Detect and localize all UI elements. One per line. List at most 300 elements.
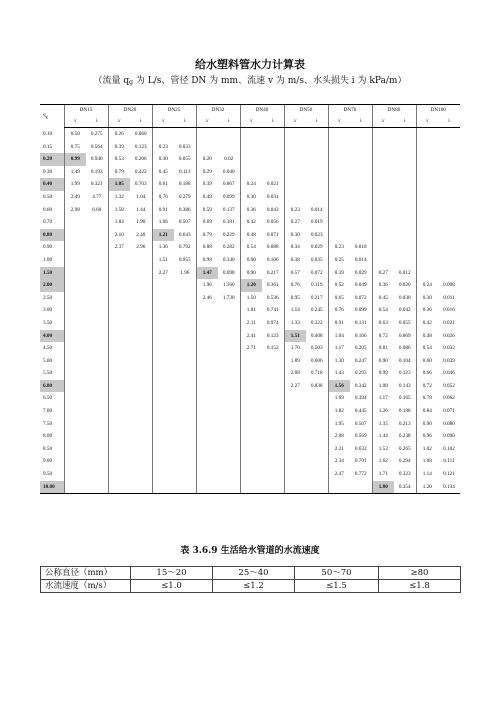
velocity-cell — [284, 166, 306, 179]
headloss-cell: 0.016 — [443, 307, 455, 314]
velocity-cell: 1.17 — [372, 392, 394, 405]
velocity-cell — [108, 380, 130, 393]
pipe-size-header: DN32 — [196, 105, 240, 117]
velocity-cell: 0.24 — [240, 178, 262, 191]
velocity-cell: 2.10 — [108, 229, 130, 242]
headloss-cell — [174, 481, 196, 494]
velocity-cell: 0.75 — [64, 141, 86, 154]
velocity-cell: 1.80 — [372, 481, 394, 494]
velocity-cell — [372, 141, 394, 154]
velocity-cell: 0.50 — [64, 128, 86, 141]
velocity-cell — [64, 355, 86, 368]
velocity-value-cell: ≤1.2 — [213, 580, 295, 593]
velocity-cell: 0.49 — [196, 191, 218, 204]
velocity-cell: 0.79 — [196, 229, 218, 242]
velocity-cell — [152, 380, 174, 393]
headloss-cell: 0.067 — [222, 181, 235, 188]
headloss-cell — [306, 430, 328, 443]
velocity-cell — [196, 380, 218, 393]
headloss-cell: 0.011 — [443, 294, 455, 301]
headloss-cell: 0.536 — [266, 294, 279, 301]
flow-rate-cell: 4.00 — [40, 330, 64, 343]
headloss-cell: 0.322 — [310, 319, 323, 326]
headloss-cell — [262, 392, 284, 405]
headloss-cell — [130, 455, 152, 468]
velocity-cell — [284, 141, 306, 154]
headloss-cell — [262, 355, 284, 368]
flow-rate-cell: 9.50 — [43, 471, 53, 478]
velocity-value-cell: ≤1.8 — [379, 580, 461, 593]
headloss-cell: 0.166 — [354, 332, 367, 339]
velocity-value-cell: ≥80 — [379, 567, 461, 580]
headloss-cell — [306, 443, 328, 456]
flow-rate-cell: 4.50 — [43, 345, 53, 352]
flow-rate-cell: 0.15 — [43, 143, 53, 150]
headloss-cell: 1.44 — [136, 206, 146, 213]
headloss-cell: 0.408 — [310, 332, 323, 339]
headloss-cell — [350, 204, 372, 217]
velocity-cell: 1.36 — [152, 241, 174, 254]
headloss-cell: 0.354 — [394, 481, 416, 494]
flow-rate-cell: 6.00 — [40, 380, 64, 393]
headloss-cell: 0.507 — [178, 219, 191, 226]
headloss-cell — [218, 141, 240, 154]
velocity-cell — [108, 304, 130, 317]
velocity-cell — [196, 392, 218, 405]
headloss-cell — [86, 355, 108, 368]
headloss-cell — [86, 241, 108, 254]
headloss-cell: 1.04 — [136, 193, 146, 200]
velocity-cell — [64, 342, 86, 355]
flow-rate-cell: 0.30 — [43, 168, 53, 175]
velocity-cell — [196, 481, 218, 494]
headloss-cell — [130, 367, 152, 380]
velocity-cell — [284, 418, 306, 431]
headloss-cell — [438, 267, 460, 280]
velocity-cell: 1.21 — [152, 229, 174, 242]
headloss-cell — [86, 405, 108, 418]
headloss-cell — [306, 468, 328, 481]
velocity-cell — [64, 418, 86, 431]
headloss-cell: 0.019 — [310, 219, 323, 226]
velocity-cell — [64, 229, 86, 242]
headloss-cell — [262, 430, 284, 443]
headloss-cell: 0.792 — [178, 244, 191, 251]
flow-rate-cell: 9.00 — [43, 458, 53, 465]
headloss-cell: 0.080 — [443, 420, 455, 427]
headloss-cell — [218, 355, 240, 368]
velocity-cell — [372, 191, 394, 204]
velocity-cell — [416, 191, 438, 204]
headloss-cell: 0.152 — [266, 345, 279, 352]
velocity-cell — [152, 481, 174, 494]
velocity-cell — [240, 468, 262, 481]
headloss-cell — [262, 166, 284, 179]
velocity-cell — [196, 367, 218, 380]
velocity-row-label: 水流速度（m/s） — [41, 580, 131, 593]
headloss-cell: 0.069 — [398, 332, 411, 339]
subtitle-subscript: g — [129, 79, 133, 86]
headloss-cell — [218, 330, 240, 343]
headloss-cell: 0.021 — [266, 181, 279, 188]
velocity-cell: 1.14 — [284, 304, 306, 317]
headloss-cell — [394, 241, 416, 254]
headloss-cell: 0.213 — [398, 420, 411, 427]
headloss-cell: 0.023 — [310, 231, 323, 238]
headloss-cell — [86, 254, 108, 267]
headloss-cell — [394, 178, 416, 191]
pipe-size-header: DN15 — [64, 105, 108, 117]
headloss-cell — [130, 304, 152, 317]
flow-rate-cell: 5.50 — [43, 370, 53, 377]
velocity-cell — [284, 392, 306, 405]
velocity-cell — [372, 254, 394, 267]
headloss-cell: 6.60 — [92, 206, 102, 213]
headloss-cell — [130, 443, 152, 456]
headloss-cell: 0.039 — [443, 357, 455, 364]
headloss-cell — [174, 405, 196, 418]
headloss-cell — [174, 380, 196, 393]
velocity-cell — [284, 481, 306, 494]
table-row — [40, 304, 460, 317]
velocity-cell: 0.90 — [416, 418, 438, 431]
velocity-cell: 0.27 — [284, 216, 306, 229]
pipe-size-header: DN80 — [372, 105, 416, 117]
velocity-cell: 2.08 — [328, 430, 350, 443]
velocity-cell: 0.30 — [284, 229, 306, 242]
headloss-cell: 0.229 — [222, 231, 235, 238]
headloss-cell: 1.160 — [222, 282, 235, 289]
headloss-cell: 0.340 — [222, 256, 235, 263]
headloss-cell — [130, 292, 152, 305]
headloss-cell: 0.090 — [443, 433, 455, 440]
pipe-size-header: DN70 — [328, 105, 372, 117]
velocity-cell — [64, 455, 86, 468]
headloss-cell: 0.703 — [134, 181, 147, 188]
headloss-cell: 0.102 — [443, 445, 455, 452]
headloss-cell: 0.086 — [398, 345, 411, 352]
headloss-cell — [218, 317, 240, 330]
pipe-size-header: DN50 — [284, 105, 328, 117]
headloss-cell: 0.564 — [90, 143, 103, 150]
velocity-cell — [108, 392, 130, 405]
velocity-cell — [64, 279, 86, 292]
headloss-cell — [174, 392, 196, 405]
velocity-cell — [240, 355, 262, 368]
velocity-cell — [64, 216, 86, 229]
headloss-cell — [438, 241, 460, 254]
table-row — [40, 367, 460, 380]
headloss-cell: 0.029 — [354, 269, 367, 276]
velocity-cell — [284, 468, 306, 481]
headloss-cell: 0.123 — [134, 143, 147, 150]
headloss-cell — [306, 128, 328, 141]
velocity-cell: 0.60 — [240, 254, 262, 267]
velocity-cell: 0.81 — [372, 342, 394, 355]
velocity-cell: 0.36 — [372, 279, 394, 292]
headloss-cell — [130, 254, 152, 267]
velocity-cell: 0.23 — [328, 241, 350, 254]
velocity-cell: 1.49 — [64, 166, 86, 179]
headloss-cell — [130, 392, 152, 405]
headloss-cell: 0.293 — [354, 370, 367, 377]
table-row — [40, 481, 460, 494]
headloss-cell — [306, 166, 328, 179]
velocity-cell: 1.06 — [152, 216, 174, 229]
velocity-cell — [196, 330, 218, 343]
velocity-cell — [108, 355, 130, 368]
headloss-cell — [262, 418, 284, 431]
velocity-cell — [152, 342, 174, 355]
table-row — [40, 418, 460, 431]
headloss-cell — [218, 367, 240, 380]
headloss-cell — [306, 141, 328, 154]
velocity-cell — [328, 216, 350, 229]
headloss-cell: 1.90 — [136, 219, 146, 226]
headloss-subheader: i — [130, 116, 152, 128]
velocity-cell — [108, 468, 130, 481]
velocity-cell: 0.98 — [196, 254, 218, 267]
velocity-cell: 0.45 — [372, 292, 394, 305]
velocity-subheader: v — [240, 116, 262, 128]
velocity-cell: 1.82 — [328, 405, 350, 418]
velocity-cell: 0.24 — [416, 279, 438, 292]
velocity-cell — [328, 178, 350, 191]
headloss-cell: 0.043 — [266, 206, 279, 213]
velocity-cell — [64, 304, 86, 317]
pipe-size-header: DN40 — [240, 105, 284, 117]
headloss-cell: 0.088 — [266, 244, 279, 251]
velocity-cell — [372, 216, 394, 229]
velocity-cell — [196, 455, 218, 468]
velocity-cell: 0.39 — [108, 141, 130, 154]
velocity-cell: 0.72 — [416, 380, 438, 393]
headloss-cell: 0.056 — [266, 219, 279, 226]
table-row — [40, 405, 460, 418]
velocity-subheader: v — [416, 116, 438, 128]
headloss-cell: 0.632 — [354, 445, 367, 452]
velocity-cell — [152, 317, 174, 330]
table-row — [40, 455, 460, 468]
headloss-cell: 0.701 — [354, 458, 367, 465]
headloss-cell — [86, 267, 108, 280]
headloss-cell — [394, 141, 416, 154]
velocity-cell: 1.08 — [416, 455, 438, 468]
headloss-cell — [262, 405, 284, 418]
velocity-cell — [196, 304, 218, 317]
headloss-cell: 0.217 — [266, 269, 279, 276]
velocity-cell: 0.61 — [152, 178, 174, 191]
headloss-cell: 0.052 — [443, 382, 455, 389]
velocity-cell: 0.88 — [196, 241, 218, 254]
velocity-cell: 1.84 — [108, 216, 130, 229]
headloss-cell — [130, 330, 152, 343]
table-row — [40, 153, 460, 166]
flow-rate-cell: 7.50 — [43, 420, 53, 427]
velocity-cell: 0.23 — [284, 204, 306, 217]
velocity-cell: 0.95 — [284, 292, 306, 305]
velocity-cell: 1.33 — [284, 317, 306, 330]
velocity-cell: 0.34 — [284, 241, 306, 254]
velocity-cell — [152, 330, 174, 343]
headloss-cell — [86, 380, 108, 393]
headloss-cell — [130, 481, 152, 494]
velocity-cell: 0.54 — [240, 241, 262, 254]
velocity-cell — [196, 430, 218, 443]
velocity-cell — [108, 292, 130, 305]
velocity-cell — [416, 128, 438, 141]
headloss-cell — [350, 216, 372, 229]
flow-header-q: q — [43, 112, 46, 119]
velocity-cell — [240, 141, 262, 154]
velocity-cell — [196, 468, 218, 481]
headloss-cell: 0.029 — [310, 244, 323, 251]
headloss-subheader: i — [350, 116, 372, 128]
headloss-cell — [262, 128, 284, 141]
table-row — [40, 355, 460, 368]
headloss-cell — [86, 481, 108, 494]
velocity-cell: 0.90 — [240, 267, 262, 280]
headloss-cell: 0.008 — [443, 282, 455, 289]
velocity-cell: 0.76 — [152, 191, 174, 204]
headloss-cell: 0.445 — [354, 408, 367, 415]
flow-column-header — [40, 105, 64, 128]
velocity-cell: 0.99 — [372, 367, 394, 380]
velocity-cell — [328, 191, 350, 204]
velocity-cell: 1.32 — [108, 191, 130, 204]
headloss-cell — [394, 204, 416, 217]
flow-header-q-subscript: g — [45, 114, 48, 120]
velocity-cell: 1.04 — [328, 330, 350, 343]
velocity-cell: 0.29 — [196, 166, 218, 179]
velocity-cell: 0.20 — [196, 153, 218, 166]
velocity-cell — [372, 166, 394, 179]
velocity-cell: 1.62 — [372, 455, 394, 468]
table-row — [40, 216, 460, 229]
flow-rate-cell: 10.00 — [40, 481, 64, 494]
headloss-cell: 0.137 — [222, 206, 235, 213]
velocity-cell — [284, 191, 306, 204]
table-row — [41, 580, 461, 593]
velocity-cell: 0.76 — [328, 304, 350, 317]
velocity-cell: 0.53 — [108, 153, 130, 166]
velocity-cell — [196, 128, 218, 141]
velocity-cell — [64, 267, 86, 280]
velocity-cell — [240, 392, 262, 405]
headloss-cell — [218, 418, 240, 431]
headloss-cell — [174, 279, 196, 292]
headloss-cell: 0.422 — [134, 168, 147, 175]
velocity-cell — [240, 481, 262, 494]
table-row — [40, 141, 460, 154]
headloss-cell — [306, 153, 328, 166]
velocity-cell — [64, 468, 86, 481]
velocity-cell: 2.34 — [328, 455, 350, 468]
velocity-cell: 1.08 — [372, 380, 394, 393]
headloss-cell — [130, 468, 152, 481]
headloss-cell: 0.012 — [398, 269, 411, 276]
headloss-cell: 0.386 — [178, 206, 191, 213]
table-title: 给水塑料管水力计算表 — [195, 58, 305, 71]
velocity-cell — [64, 481, 86, 494]
velocity-cell — [240, 367, 262, 380]
velocity-cell: 1.14 — [416, 468, 438, 481]
headloss-cell: 0.014 — [354, 256, 367, 263]
velocity-cell: 0.52 — [328, 279, 350, 292]
headloss-cell — [262, 481, 284, 494]
headloss-cell: 0.323 — [398, 471, 411, 478]
headloss-cell: 0.049 — [354, 282, 367, 289]
headloss-cell: 0.035 — [310, 256, 323, 263]
headloss-cell — [130, 418, 152, 431]
velocity-cell: 0.79 — [108, 166, 130, 179]
headloss-cell — [394, 191, 416, 204]
headloss-cell — [262, 380, 284, 393]
velocity-table-caption: 表 3.6.9 生活给水管道的水流速度 — [180, 546, 320, 556]
velocity-cell: 0.45 — [152, 166, 174, 179]
headloss-cell — [218, 128, 240, 141]
velocity-cell — [416, 254, 438, 267]
velocity-subheader: v — [372, 116, 394, 128]
flow-rate-cell: 0.60 — [43, 206, 53, 213]
headloss-cell — [438, 128, 460, 141]
velocity-cell — [64, 241, 86, 254]
velocity-cell: 2.71 — [240, 342, 262, 355]
velocity-cell — [196, 355, 218, 368]
headloss-cell — [174, 128, 196, 141]
velocity-cell: 0.39 — [328, 267, 350, 280]
headloss-cell — [174, 330, 196, 343]
headloss-cell — [306, 481, 328, 494]
table-subtitle — [0, 73, 500, 86]
velocity-cell: 2.49 — [64, 191, 86, 204]
headloss-cell — [86, 455, 108, 468]
velocity-value-cell: 25～40 — [213, 567, 295, 580]
velocity-cell: 0.78 — [416, 392, 438, 405]
headloss-cell — [350, 128, 372, 141]
velocity-cell: 0.38 — [284, 254, 306, 267]
headloss-cell — [86, 279, 108, 292]
velocity-cell: 1.26 — [372, 405, 394, 418]
table-row — [40, 279, 460, 292]
headloss-subheader: i — [438, 116, 460, 128]
subtitle-post: 为 L/s、管径 DN 为 mm、流速 v 为 m/s、水头损失 i 为 kPa/m） — [133, 76, 407, 86]
velocity-cell — [152, 405, 174, 418]
headloss-cell — [218, 342, 240, 355]
headloss-cell: 2.40 — [136, 231, 146, 238]
headloss-cell: 0.188 — [178, 181, 191, 188]
velocity-cell: 1.51 — [152, 254, 174, 267]
flow-rate-cell: 0.80 — [40, 229, 64, 242]
headloss-cell — [86, 367, 108, 380]
headloss-cell — [350, 191, 372, 204]
velocity-cell: 1.30 — [328, 355, 350, 368]
headloss-cell — [174, 430, 196, 443]
headloss-cell — [86, 418, 108, 431]
velocity-cell — [152, 355, 174, 368]
velocity-subheader: v — [152, 116, 174, 128]
headloss-cell: 0.282 — [222, 244, 235, 251]
velocity-cell: 2.46 — [196, 292, 218, 305]
headloss-cell — [350, 229, 372, 242]
velocity-cell — [240, 128, 262, 141]
headloss-cell — [130, 279, 152, 292]
headloss-cell: 0.020 — [398, 282, 411, 289]
velocity-cell: 2.08 — [284, 367, 306, 380]
headloss-cell: 0.955 — [178, 256, 191, 263]
headloss-cell — [174, 367, 196, 380]
table-row — [40, 128, 460, 141]
